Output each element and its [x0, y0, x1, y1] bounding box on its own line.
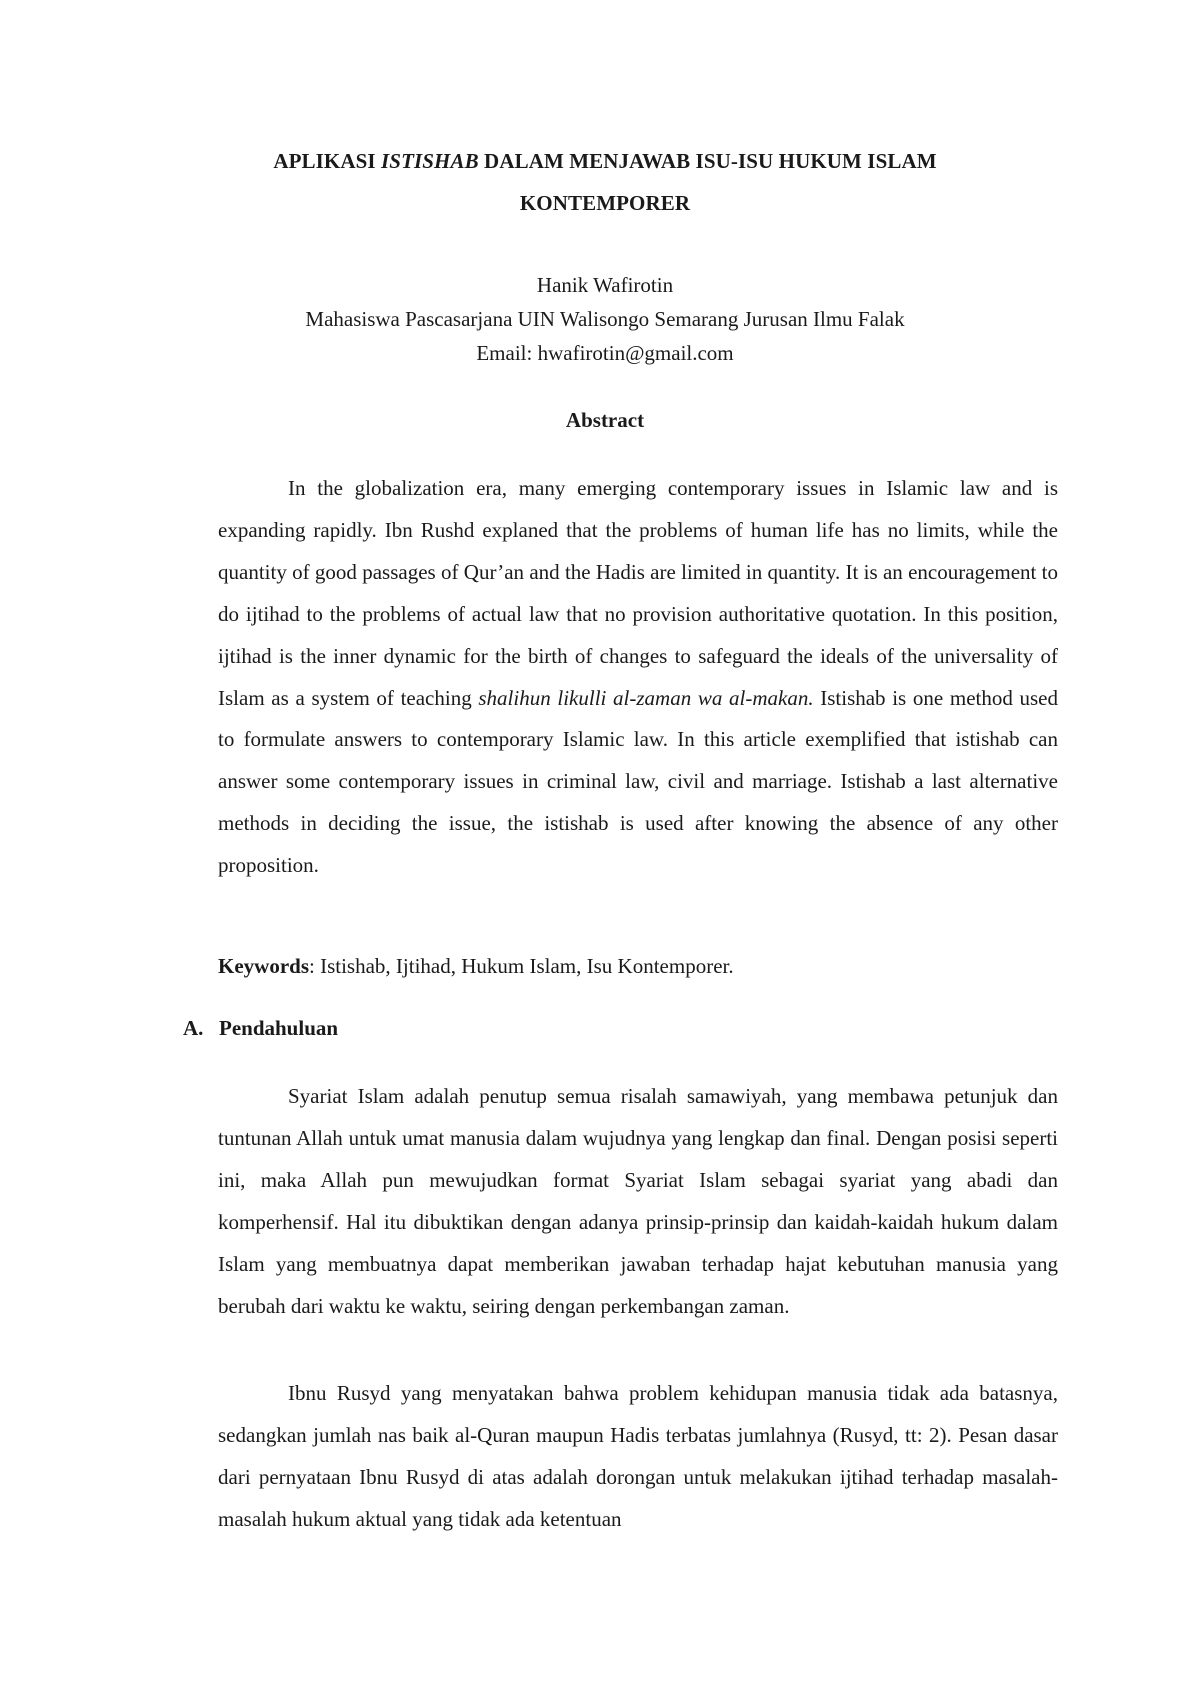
- intro-paragraph-2: Ibnu Rusyd yang menyatakan bahwa problem kehidupan manusia tidak ada batasnya, sedangkan jumlah nas baik al-Quran maupun Hadis terbatas jumlahnya (Rusyd, tt: 2). Pesan dasar dari pernyataan Ibnu Rusyd di atas adalah dorongan untuk melakukan ijtihad terhadap masalah-masalah hukum aktual yang tidak ada ketentuan: [218, 1381, 1058, 1531]
- section-heading: [183, 1016, 783, 1041]
- keywords-value: : Istishab, Ijtihad, Hukum Islam, Isu Kontemporer.: [309, 954, 734, 978]
- intro-paragraph-1: Syariat Islam adalah penutup semua risalah samawiyah, yang membawa petunjuk dan tuntunan Allah untuk umat manusia dalam wujudnya yang lengkap dan final. Dengan posisi seperti ini, maka Allah pun mewujudkan format Syariat Islam sebagai syariat yang abadi dan komperhensif. Hal itu dibuktikan dengan adanya prinsip-prinsip dan kaidah-kaidah hukum dalam Islam yang membuatnya dapat memberikan jawaban terhadap hajat kebutuhan manusia yang berubah dari waktu ke waktu, seiring dengan perkembangan zaman.: [218, 1084, 1058, 1318]
- author-email: Email: hwafirotin@gmail.com: [476, 341, 734, 365]
- keywords-label: Keywords: [218, 954, 309, 978]
- section-letter: A.: [183, 1016, 204, 1040]
- abstract-italic-phrase: shalihun likulli al-zaman wa al-makan.: [478, 685, 814, 710]
- abstract-text-end: Istishab is one method used to formulate answers to contemporary Islamic law. In this article exemplified that istishab can answer some contemporary issues in criminal law, civil and marriage. Istishab a last alternative methods in deciding the issue, the istishab is used after knowing the absence of any other proposition.: [218, 685, 1058, 878]
- title-text-1: APLIKASI: [273, 149, 382, 173]
- title-italic-term: ISTISHAB: [381, 149, 479, 173]
- keywords-line: [218, 954, 1058, 979]
- abstract-text-start: In the globalization era, many emerging contemporary issues in Islamic law and is expanding rapidly. Ibn Rushd explaned that the problems of human life has no limits, while the quantity of good passages of Qur’an and the Hadis are limited in quantity. It is an encouragement to do ijtihad to the problems of actual law that no provision authoritative quotation. In this position, ijtihad is the inner dynamic for the birth of changes to safeguard the ideals of the universality of Islam as a system of teaching: [218, 476, 1058, 710]
- title-line-1: [150, 140, 1060, 182]
- section-title: Pendahuluan: [219, 1016, 339, 1040]
- paper-title: [150, 140, 1060, 224]
- author-name: Hanik Wafirotin: [536, 273, 674, 297]
- author-block: [150, 268, 1060, 370]
- abstract-heading: Abstract: [565, 408, 645, 432]
- title-line-2: KONTEMPORER: [519, 191, 691, 215]
- abstract-paragraph: [218, 468, 1058, 887]
- author-affiliation: Mahasiswa Pascasarjana UIN Walisongo Semarang Jurusan Ilmu Falak: [305, 307, 905, 331]
- title-text-2: DALAM MENJAWAB ISU-ISU HUKUM ISLAM: [478, 149, 937, 173]
